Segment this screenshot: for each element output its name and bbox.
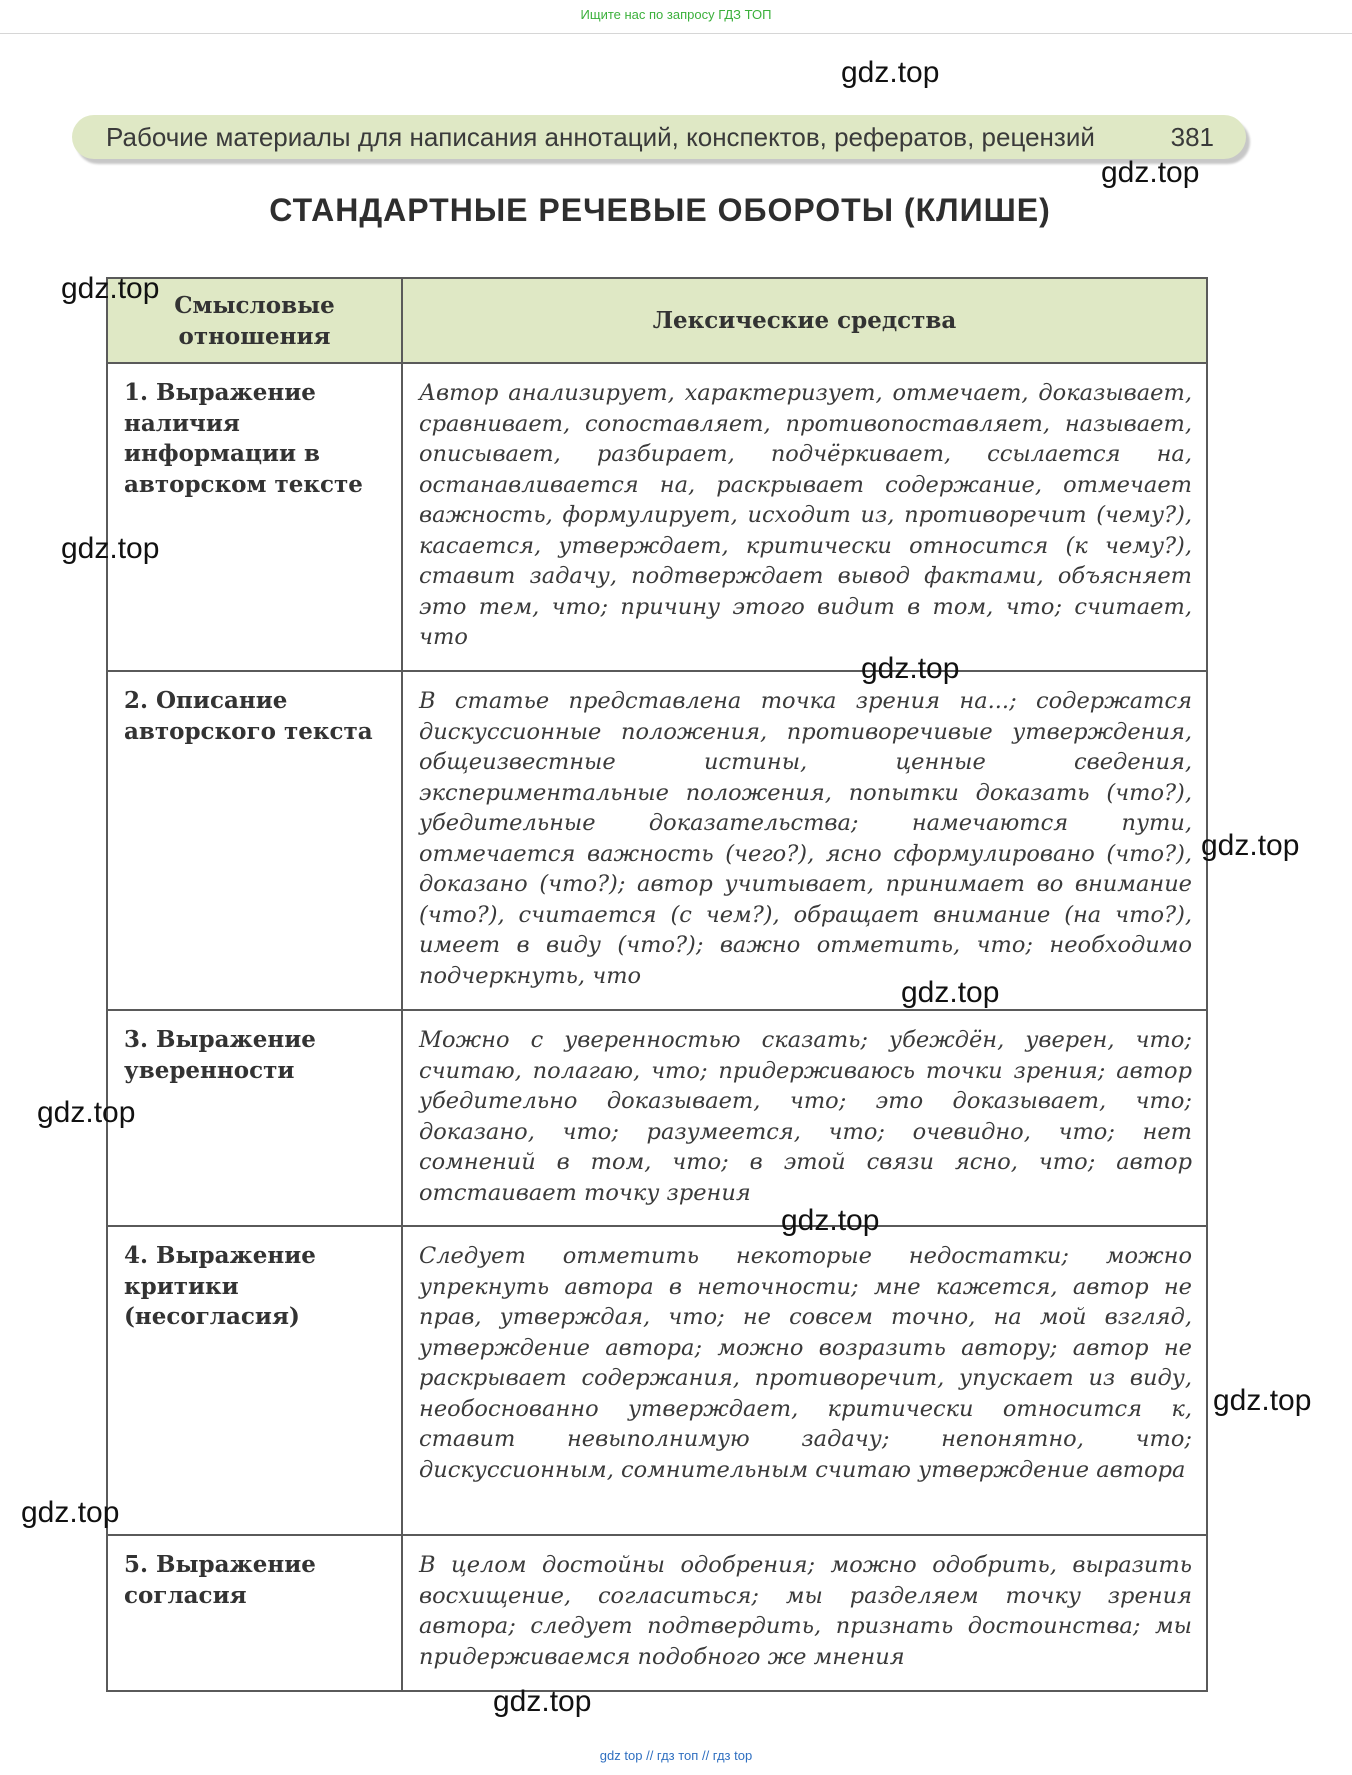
footer-links [0,1748,1352,1763]
lexical-cell: Автор анализирует, характеризует, отмечает, доказывает, сравнивает, сопоставляет, противопоставляет, называет, описывает, разбирает, подчёркивает, ссылается на, останавливается на, раскрывает содержание, отмечает важность, формулирует, исходит из, противоречит (чему?), касается, утверждает, критически относится (к чему?), ставит задачу, подтверждает вывод фактами, объясняет это тем, что; причину этого видит в том, что; считает, что [402,363,1207,671]
table-row [107,671,1207,1010]
section-header-band [72,115,1246,159]
cliche-table [106,277,1208,1692]
page-title: СТАНДАРТНЫЕ РЕЧЕВЫЕ ОБОРОТЫ (КЛИШЕ) [269,192,1051,228]
footer-separator: // [646,1748,657,1763]
column-header-relations: Смысловые отношения [107,278,402,363]
watermark: gdz.top [861,652,960,685]
watermark: gdz.top [841,56,940,89]
watermark: gdz.top [61,272,160,305]
watermark: gdz.top [37,1096,136,1129]
lexical-cell: Следует отметить некоторые недостатки; можно упрекнуть автора в неточности; мне кажется, автор не прав, утверждая, что; не совсем точно, на мой взгляд, утверждение автора; можно возразить автору; автор не раскрывает содержания, противоречит, упускает из виду, необоснованно утверждает, критически относится к, ставит невыполнимую задачу; непонятно, что; дискуссионным, сомнительным считаю утверждение автора [402,1226,1207,1535]
table-row [107,1010,1207,1226]
table-row [107,1226,1207,1535]
watermark: gdz.top [21,1496,120,1529]
top-banner-link[interactable]: Ищите нас по запросу ГДЗ ТОП [580,7,772,22]
top-banner-bar [0,0,1352,34]
table-row [107,1535,1207,1691]
lexical-cell: В статье представлена точка зрения на...; содержатся дискуссионные положения, противоречивые утверждения, общеизвестные истины, ценные сведения, экспериментальные положения, попытки доказать (что?), убедительные доказательства; намечаются пути, отмечается важность (чего?), ясно сформулировано (что?), доказано (что?); автор учитывает, принимает во внимание (что?), считается (с чем?), обращает внимание (на что?), имеет в виду (что?); важно отметить, что; необходимо подчеркнуть, что [402,671,1207,1010]
watermark: gdz.top [1213,1384,1312,1417]
watermark: gdz.top [493,1685,592,1718]
footer-separator: // [701,1748,713,1763]
lexical-cell: Можно с уверенностью сказать; убеждён, уверен, что; считаю, полагаю, что; придерживаюсь точки зрения; автор убедительно доказывает, что; это доказывает, что; доказано, что; разумеется, что; очевидно, что; нет сомнений в том, что; в этой связи ясно, что; автор отстаивает точку зрения [402,1010,1207,1226]
lexical-cell: В целом достойны одобрения; можно одобрить, выразить восхищение, согласиться; мы разделяем точку зрения автора; следует подтвердить, признать достоинства; мы придерживаемся подобного же мнения [402,1535,1207,1691]
relation-cell: 5. Выражение согласия [107,1535,402,1691]
relation-cell: 1. Выражение наличия информации в авторском тексте [107,363,402,671]
watermark: gdz.top [61,532,160,565]
footer-link[interactable]: гдз топ [656,1748,699,1763]
watermark: gdz.top [901,976,1000,1009]
page-number: 381 [1170,122,1214,152]
relation-cell: 3. Выражение уверенности [107,1010,402,1226]
watermark: gdz.top [781,1204,880,1237]
relation-cell: 4. Выражение критики (несогласия) [107,1226,402,1535]
footer-link[interactable]: gdz top [599,1748,643,1763]
column-header-lexical: Лексические средства [402,278,1207,363]
footer-link[interactable]: гдз top [712,1748,753,1763]
section-header-title: Рабочие материалы для написания аннотаций, конспектов, рефератов, рецензий [106,122,1095,152]
relation-cell: 2. Описание авторского текста [107,671,402,1010]
table-header-row [107,278,1207,363]
table-row [107,363,1207,671]
watermark: gdz.top [1201,829,1300,862]
watermark: gdz.top [1101,156,1200,189]
